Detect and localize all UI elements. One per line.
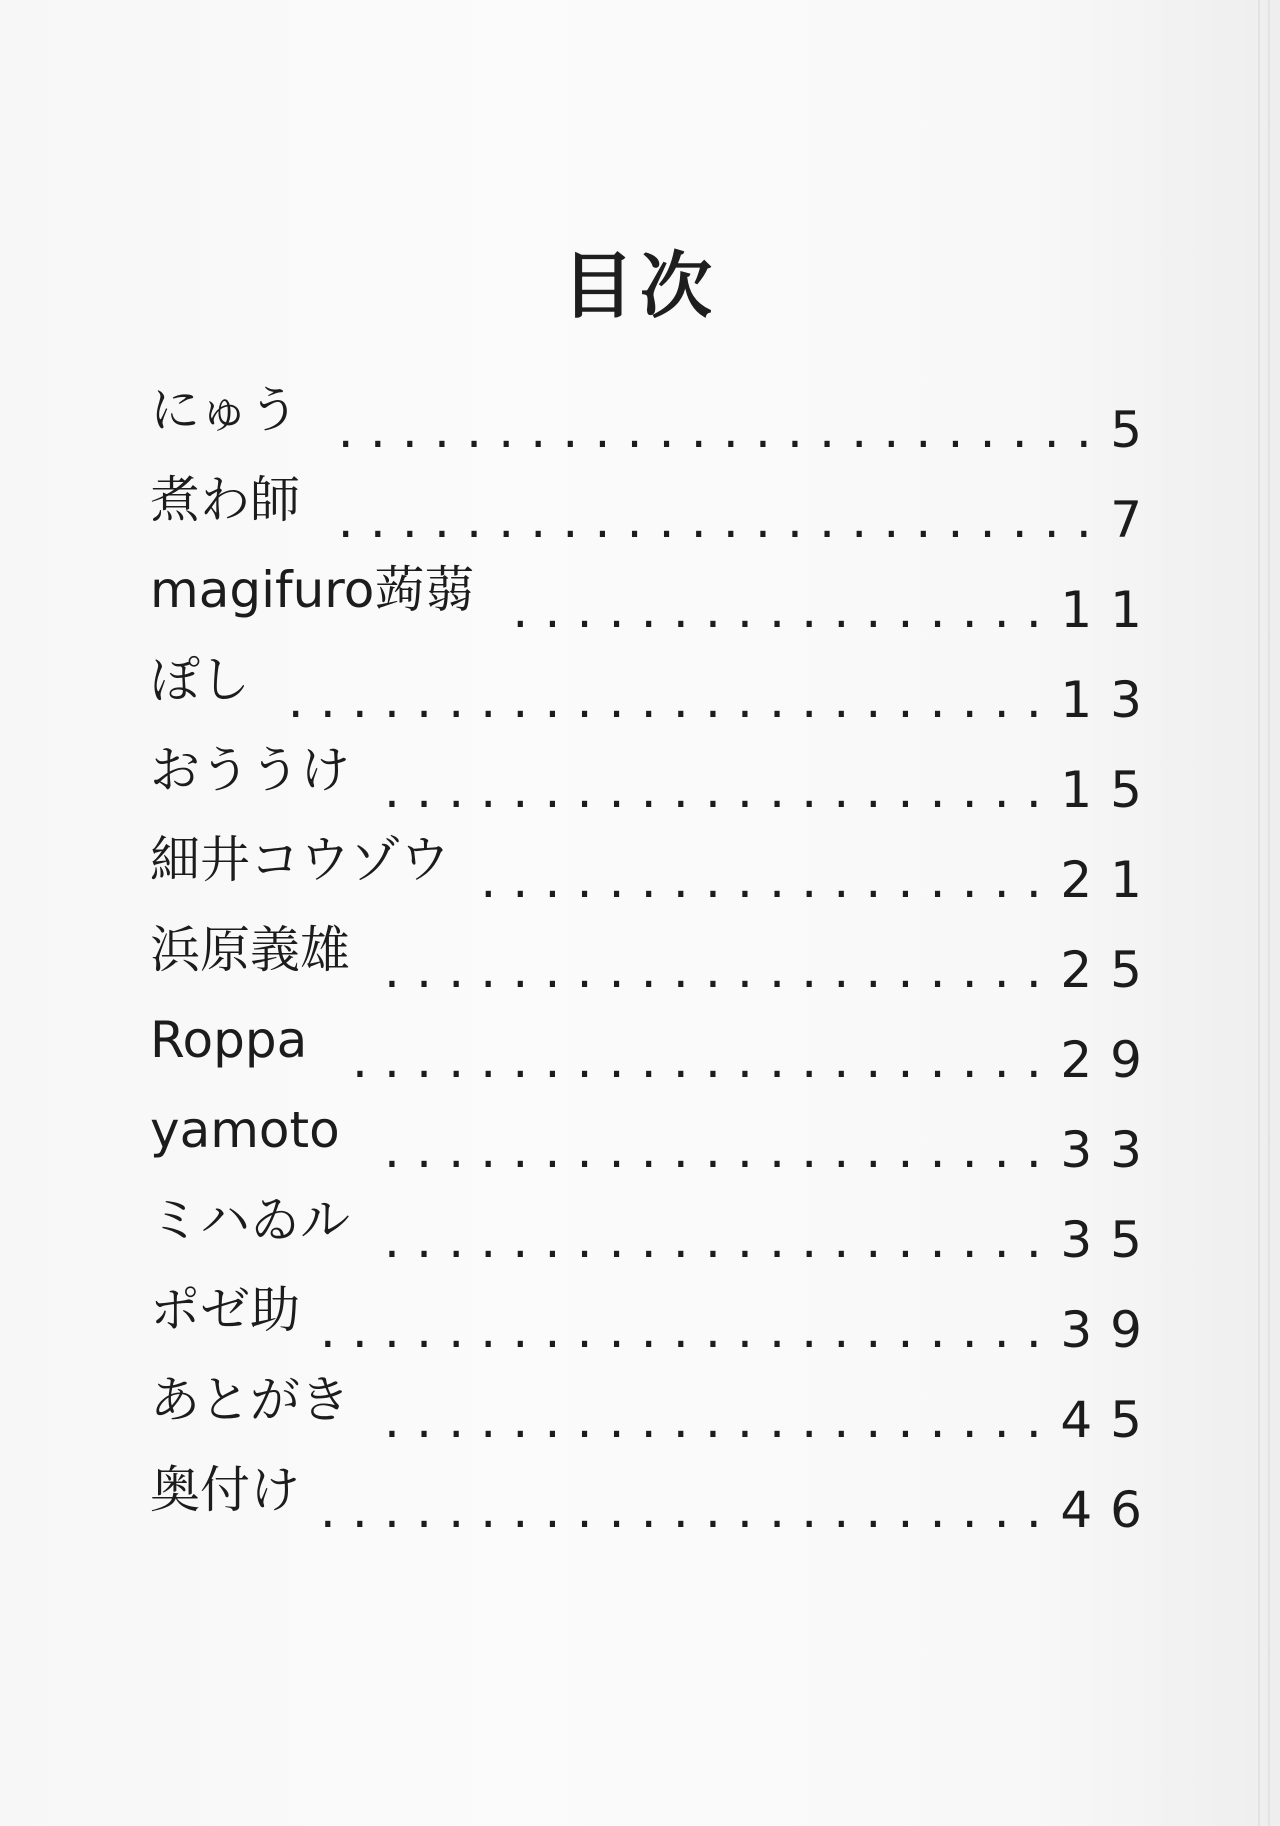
toc-leader-dots: ........................ [287, 671, 1058, 729]
toc-entry-label: 浜原義雄 [150, 921, 350, 979]
toc-entry-page: 11 [1060, 581, 1160, 639]
toc-entry [150, 1370, 1160, 1460]
toc-leader-dots: ...................... [351, 1031, 1058, 1089]
toc-leader-dots: ..................... [384, 1121, 1058, 1179]
toc-entry-page: 13 [1060, 671, 1160, 729]
toc-leader-dots: ....................... [319, 1301, 1058, 1359]
toc-entry-label: magifuro蒟蒻 [150, 561, 475, 619]
table-of-contents [150, 380, 1160, 1550]
toc-entry-label: Roppa [150, 1011, 308, 1069]
toc-entry [150, 470, 1160, 560]
toc-title: 目次 [561, 244, 718, 328]
toc-entry-label: ぽし [150, 651, 250, 709]
toc-entry-label: 煮わ師 [150, 471, 300, 529]
toc-entry [150, 1280, 1160, 1370]
toc-leader-dots: ..................... [384, 761, 1058, 819]
toc-leader-dots: ................. [512, 581, 1058, 639]
toc-entry [150, 740, 1160, 830]
toc-leader-dots: ........................ [337, 401, 1108, 459]
toc-entry-page: 5 [1110, 401, 1160, 459]
toc-entry-label: あとがき [150, 1371, 350, 1429]
toc-leader-dots: .................. [480, 851, 1058, 909]
toc-entry-page: 35 [1060, 1211, 1160, 1269]
toc-leader-dots: ........................ [337, 491, 1108, 549]
toc-entry-label: yamoto [150, 1101, 340, 1159]
toc-entry [150, 1010, 1160, 1100]
toc-entry-page: 33 [1060, 1121, 1160, 1179]
toc-entry [150, 920, 1160, 1010]
toc-entry-page: 7 [1110, 491, 1160, 549]
toc-entry-label: ミハゐル [150, 1191, 350, 1249]
toc-entry [150, 380, 1160, 470]
toc-entry [150, 1100, 1160, 1190]
toc-entry-page: 29 [1060, 1031, 1160, 1089]
toc-entry-page: 39 [1060, 1301, 1160, 1359]
toc-entry-page: 46 [1060, 1481, 1160, 1539]
toc-leader-dots: ..................... [384, 1391, 1058, 1449]
toc-leader-dots: ....................... [319, 1481, 1058, 1539]
toc-entry-page: 45 [1060, 1391, 1160, 1449]
toc-entry-label: おううけ [150, 741, 350, 799]
toc-entry [150, 1460, 1160, 1550]
toc-entry [150, 560, 1160, 650]
toc-entry-label: にゅう [150, 381, 299, 439]
toc-leader-dots: ..................... [384, 941, 1058, 999]
toc-entry-page: 15 [1060, 761, 1160, 819]
toc-entry [150, 650, 1160, 740]
toc-entry-page: 25 [1060, 941, 1160, 999]
toc-entry [150, 1190, 1160, 1280]
toc-leader-dots: ..................... [384, 1211, 1058, 1269]
toc-entry-label: 奥付け [150, 1461, 300, 1519]
toc-entry-page: 21 [1060, 851, 1160, 909]
toc-entry [150, 830, 1160, 920]
toc-entry-label: 細井コウゾウ [150, 831, 450, 889]
toc-entry-label: ポゼ助 [150, 1281, 300, 1339]
